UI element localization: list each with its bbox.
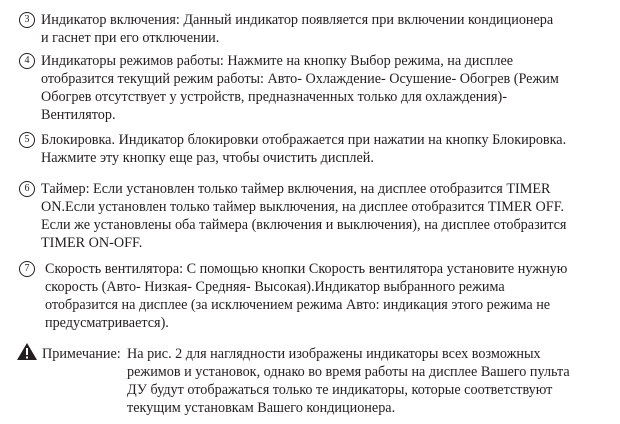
item-7-line-1: Скорость вентилятора: С помощью кнопки Скорость вентилятора установите нужную [45,261,568,277]
item-6-line-1: Таймер: Если установлен только таймер включения, на дисплее отобразится TIMER [41,181,551,197]
item-3-line-1: Индикатор включения: Данный индикатор появляется при включении кондиционера [41,12,554,28]
warning-icon [16,342,38,361]
note-line-3: ДУ будут отображаться только те индикаторы, которые соответствуют [127,382,553,398]
item-number-6: 6 [19,181,35,197]
item-5-line-1: Блокировка. Индикатор блокировки отображается при нажатии на кнопку Блокировка. [41,132,567,148]
note-line-4: текущим установкам Вашего кондиционера. [127,400,396,416]
item-5-line-2: Нажмите эту кнопку еще раз, чтобы очистить дисплей. [41,150,374,166]
item-6-line-3: Если же установлены оба таймера (включения и выключения), на дисплее отобразится [41,217,567,233]
item-6-line-4: TIMER ON-OFF. [41,235,143,251]
item-number-3: 3 [19,12,35,28]
item-4-line-1: Индикаторы режимов работы: Нажмите на кнопку Выбор режима, на дисплее [41,53,514,69]
note-line-1: На рис. 2 для наглядности изображены индикаторы всех возможных [127,346,541,362]
item-7-line-3: отобразится на дисплее (за исключением режима Авто: индикация этого режима не [45,297,551,313]
note-label: Примечание: [42,346,121,362]
item-7-line-4: предусматривается). [45,315,169,331]
item-4-line-3: Обогрев отсутствует у устройств, предназначенных только для охлаждения)- [41,89,507,105]
item-6-line-2: ON.Если установлен только таймер выключения, на дисплее отобразится TIMER OFF. [41,199,564,215]
note-line-2: режимов и установок, однако во время работы на дисплее Вашего пульта [127,364,570,380]
item-7-line-2: скорость (Авто- Низкая- Средняя- Высокая).Индикатор выбранного режима [45,279,505,295]
item-4-line-2: отобразится текущий режим работы: Авто- Охлаждение- Осушение- Обогрев (Режим [41,71,559,87]
item-number-4: 4 [19,53,35,69]
item-3-line-2: и гаснет при его отключении. [41,30,220,46]
item-number-7: 7 [19,261,35,277]
item-number-5: 5 [19,132,35,148]
item-4-line-4: Вентилятор. [41,107,116,123]
